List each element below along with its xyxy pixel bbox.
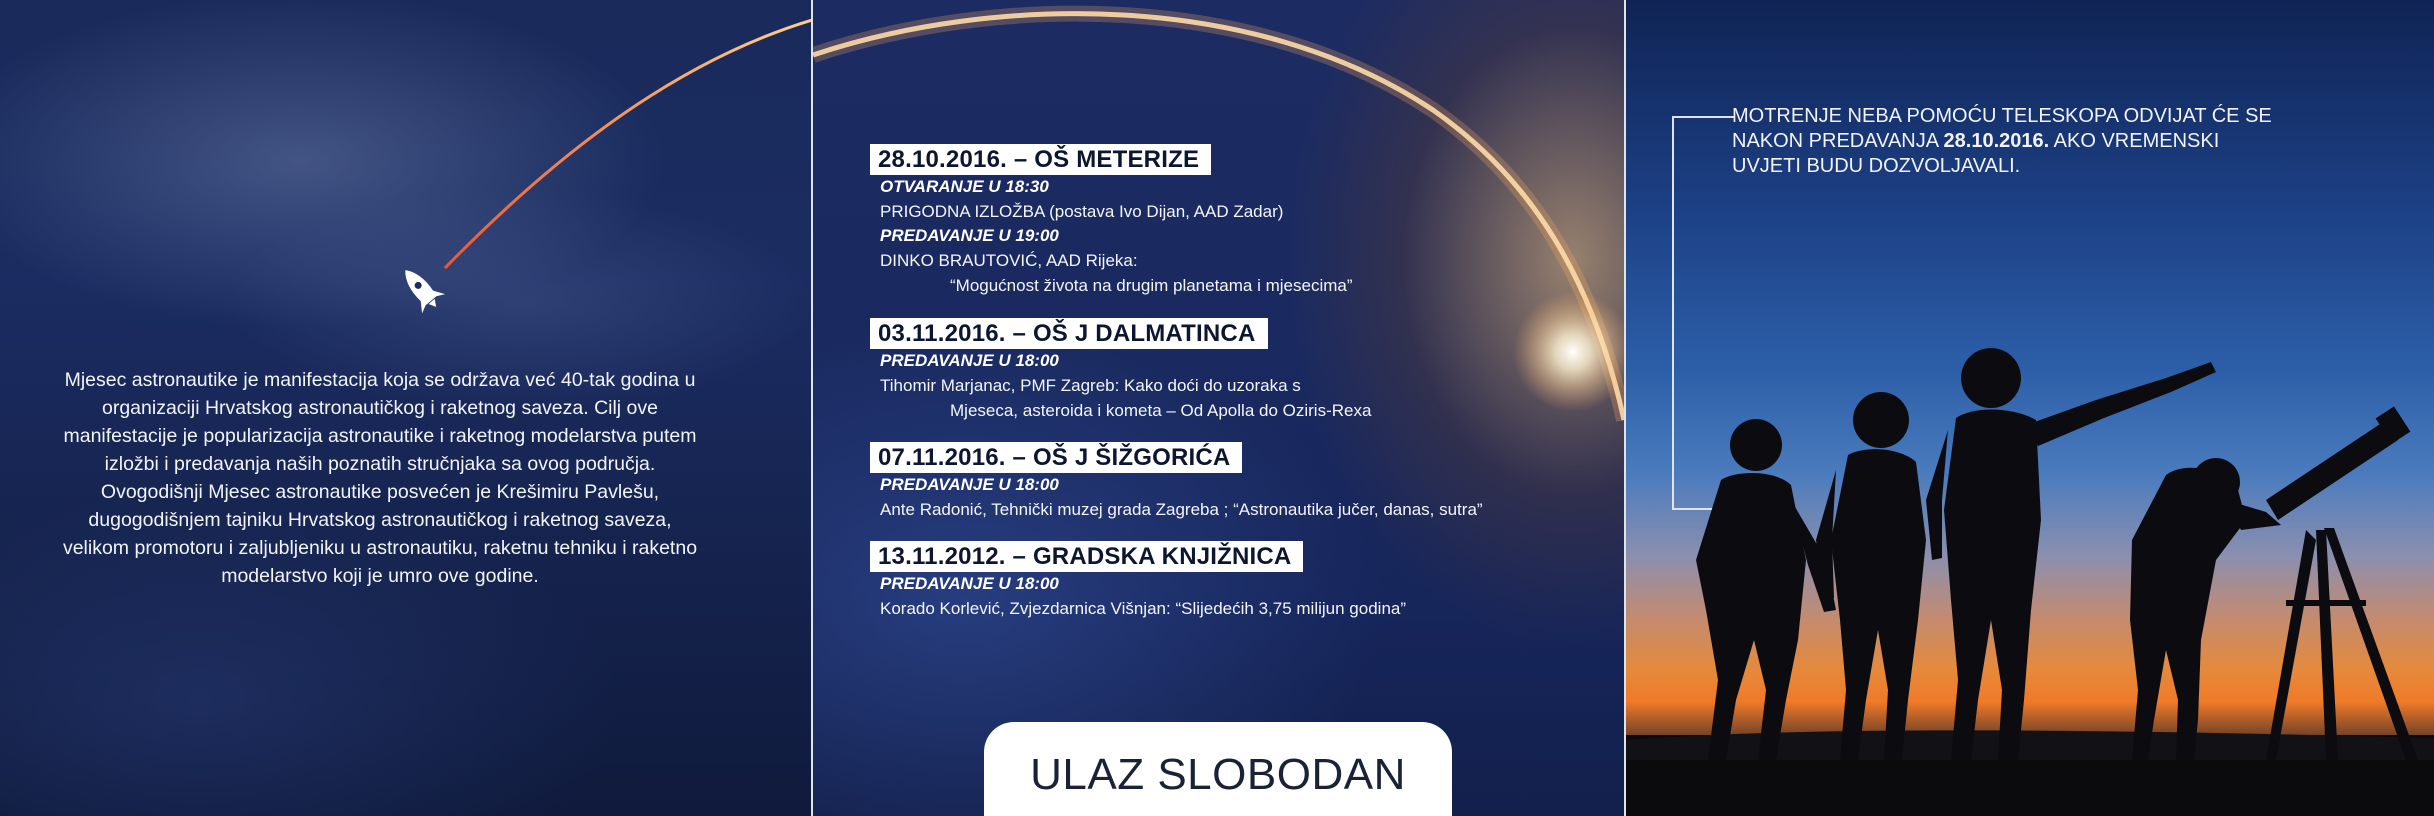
intro-paragraph: Mjesec astronautike je manifestacija koja se održava već 40-tak godina u organizaciji Hrvatskog astronautičkog i raketnog saveza. Cilj ove manifestacije je popularizacija astronautike i raketnog modelarstva putem izložbi i predavanja naših poznatih stručnjaka sa ovog područja. Ovogodišnji Mjesec astronautike posvećen je Krešimiru Pavlešu, dugogodišnjem tajniku Hrvatskog astronautičkog i raketnog saveza, velikom promotoru i zaljubljeniku u astronautiku, raketnu tehniku i raketno modelarstvo koji je umro ove godine. xyxy=(62,369,698,587)
event-date-title: 07.11.2016. – OŠ J ŠIŽGORIĆA xyxy=(870,442,1242,473)
event-detail: Ante Radonić, Tehnički muzej grada Zagreba ; “Astronautika jučer, danas, sutra” xyxy=(880,500,1483,519)
event-block xyxy=(870,442,1483,522)
stargazers-silhouette-graphic xyxy=(1626,0,2434,816)
middle-panel xyxy=(813,0,1624,816)
observation-text-start: MOTRENJE NEBA POMOĆU TELESKOPA ODVIJAT ĆE SE NAKON PREDAVANJA xyxy=(1732,105,2272,152)
event-block xyxy=(870,318,1371,423)
event-time-label: PREDAVANJE U 18:00 xyxy=(880,351,1059,370)
event-detail: “Mogućnost života na drugim planetama i mjesecima” xyxy=(950,276,1353,295)
event-date-title: 28.10.2016. – OŠ METERIZE xyxy=(870,144,1211,175)
event-detail: DINKO BRAUTOVIĆ, AAD Rijeka: xyxy=(880,251,1138,270)
event-detail: Tihomir Marjanac, PMF Zagreb: Kako doći do uzoraka s xyxy=(880,376,1301,395)
event-block xyxy=(870,144,1353,298)
event-date-title: 13.11.2012. – GRADSKA KNJIŽNICA xyxy=(870,541,1303,572)
right-panel xyxy=(1626,0,2434,816)
rocket-icon xyxy=(394,260,448,316)
event-detail: Korado Korlević, Zvjezdarnica Višnjan: “Slijedećih 3,75 milijun godina” xyxy=(880,599,1407,618)
event-detail: PRIGODNA IZLOŽBA (postava Ivo Dijan, AAD Zadar) xyxy=(880,202,1284,221)
event-block xyxy=(870,541,1406,621)
event-time-label: PREDAVANJE U 18:00 xyxy=(880,475,1059,494)
event-detail: Mjeseca, asteroida i kometa – Od Apolla do Oziris-Rexa xyxy=(950,401,1372,420)
free-entry-badge: ULAZ SLOBODAN xyxy=(984,722,1452,816)
event-time-label: PREDAVANJE U 18:00 xyxy=(880,574,1059,593)
observation-text-end: AKO VREMENSKI UVJETI BUDU DOZVOLJAVALI. xyxy=(1732,130,2220,177)
event-time-label: PREDAVANJE U 19:00 xyxy=(880,226,1059,245)
event-date-title: 03.11.2016. – OŠ J DALMATINCA xyxy=(870,318,1268,349)
event-time-label: OTVARANJE U 18:30 xyxy=(880,177,1049,196)
observation-date: 28.10.2016. xyxy=(1943,130,2050,152)
left-panel xyxy=(0,0,812,816)
